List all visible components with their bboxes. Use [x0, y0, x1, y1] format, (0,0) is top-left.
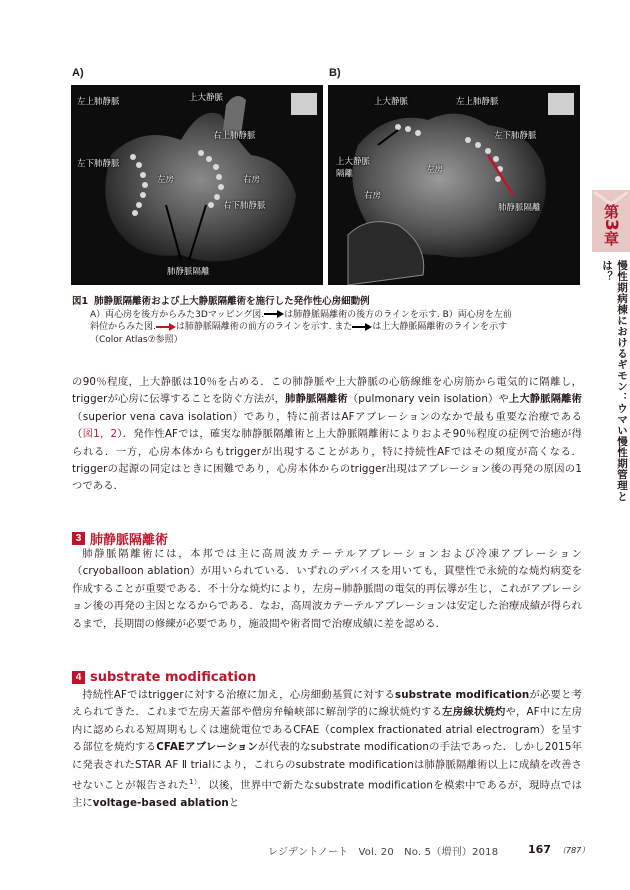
label-right-atrium: 右房 — [364, 191, 382, 201]
label-left-superior-pv: 左上肺静脈 — [456, 97, 499, 107]
caption-line-1: A）両心房を後方からみた3Dマッピング図. は肺静脈隔離術の後方のラインを示す. B）両心房を左前 — [90, 309, 512, 320]
section-4-heading — [72, 670, 256, 685]
caption-title-line — [72, 296, 582, 309]
section-4-paragraph: 持続性AFではtriggerに対する治療に加え，心房細動基質に対するsubstrate modificationが必要と考えられてきた．これまで左房天蓋部や僧房弁輪峡部に解剖学的に線状焼灼する左房線状焼灼や，AF中に左房内に認められる短周期もしくは連続電位であるCFAE（complex fractionated atrial electrogram）を呈する部位を焼灼するCFAEアブレーションが代表的なsubstrate modificationの手法であった．しかし2015年に発表されたSTAR AF Ⅱ trialにより，これらのsubstrate modificationは肺静脈隔離術以上に成績を改善させないことが報告された$^{1)}$．以後，世界中で新たなsubstrate modificationを模索中であるが，現時点では主にvoltage-based ablationと — [72, 689, 583, 809]
label-svc: 上大静脈 — [374, 97, 409, 107]
section-title: 肺静脈隔離術 — [90, 533, 169, 548]
black-arrow-icon — [352, 323, 372, 331]
caption-title: 肺静脈隔離術および上大静脈隔離術を施行した発作性心房細動例 — [94, 296, 370, 307]
label-right-superior-pv: 右上肺静脈 — [213, 131, 256, 141]
chapter-title: 慢性期病棟におけるギモン：ウマい慢性期管理とは？ — [601, 260, 628, 502]
figure-panel-b — [328, 85, 580, 285]
label-pv-isolation: 肺静脈隔離 — [167, 267, 210, 277]
label-left-inferior-pv: 左下肺静脈 — [77, 159, 120, 169]
label-left-atrium: 左房 — [426, 165, 444, 175]
label-svc: 上大静脈 — [189, 93, 224, 103]
figure-panel-a — [71, 85, 323, 285]
caption-line-3: （Color Atlas⑦参照） — [90, 334, 183, 345]
caption-line-2: 斜位からみた図. は肺静脈隔離術の前方のラインを示す. また は上大静脈隔離術のラインを示す — [90, 322, 508, 332]
orientation-inset — [548, 93, 574, 115]
term-svc-isolation: 上大静脈隔離術 — [508, 393, 582, 406]
label-svc-isolation-1: 上大静脈 — [336, 157, 371, 167]
panel-a-3d-map — [71, 85, 323, 285]
panel-a-label: A) — [72, 67, 84, 79]
figure-reference-link[interactable]: 図1，2 — [82, 428, 118, 441]
figure-number: 図1 — [72, 296, 89, 307]
black-arrow-icon — [264, 310, 284, 318]
chapter-side-tab — [592, 190, 630, 520]
label-right-atrium: 右房 — [243, 175, 261, 185]
label-left-superior-pv: 左上肺静脈 — [77, 97, 120, 107]
label-svc-isolation-2: 隔離 — [336, 169, 354, 179]
label-pv-isolation: 肺静脈隔離 — [498, 203, 541, 213]
body-paragraph-1: の90％程度，上大静脈は10％を占める．この肺静脈や上大静脈の心筋線維を心房筋から電気的に隔離し，triggerが心房に伝導することを防ぐ方法が，肺静脈隔離術（pulmonary vein isolation）や上大静脈隔離術（superior vena cava isolation）であり，特に前者はAFアブレーションのなかで最も重要な治療である（図1，2）．発作性AFでは，確実な肺静脈隔離術と上大静脈隔離術によりおよそ90％程度の症例で治癒が得られる．一方，心房本体からもtriggerが出現することがあり，特に持続性AFではその頻度が高くなる．triggerの起源の同定はときに困難であり，心房本体からのtrigger出現はアブレーション後の再発の原因の1つである． — [72, 376, 582, 493]
orientation-inset — [291, 93, 317, 115]
red-arrow-icon — [156, 323, 176, 331]
label-left-inferior-pv: 左下肺静脈 — [494, 131, 537, 141]
total-page-number: （787） — [558, 846, 590, 855]
figure-caption — [72, 296, 582, 346]
section-3-paragraph: 肺静脈隔離術には，本邦では主に高周波カテーテルアブレーションおよび冷凍アブレーション（cryoballoon ablation）が用いられている．いずれのデバイスを用いても，貫壁性で永続的な焼灼病変を作成することが重要である．不十分な焼灼により，左房−肺静脈間の電気的再伝導が生じ，これがアブレーション後の再発の主因となるからである．なお，高周波カテーテルアブレーションは安定した治療成績が得られるまで，長期間の修練が必要であり，施設間や術者間で治療成績に差を認める． — [72, 548, 582, 630]
section-number-badge: 4 — [72, 671, 85, 684]
atrium-shape — [105, 113, 296, 262]
section-number-badge: 3 — [72, 532, 85, 545]
label-right-inferior-pv: 右下肺静脈 — [223, 201, 266, 211]
journal-info: レジデントノート Vol. 20 No. 5（増刊）2018 — [268, 847, 499, 858]
panel-b-label: B) — [329, 67, 341, 79]
label-left-atrium: 左房 — [157, 175, 175, 185]
panel-b-3d-map — [328, 85, 580, 285]
page-number: 167 — [528, 843, 551, 856]
section-title: substrate modification — [90, 670, 257, 685]
citation-ref[interactable]: 1） — [189, 778, 198, 787]
term-pv-isolation: 肺静脈隔離術 — [285, 393, 348, 406]
chapter-label: 第3章 — [601, 204, 621, 246]
